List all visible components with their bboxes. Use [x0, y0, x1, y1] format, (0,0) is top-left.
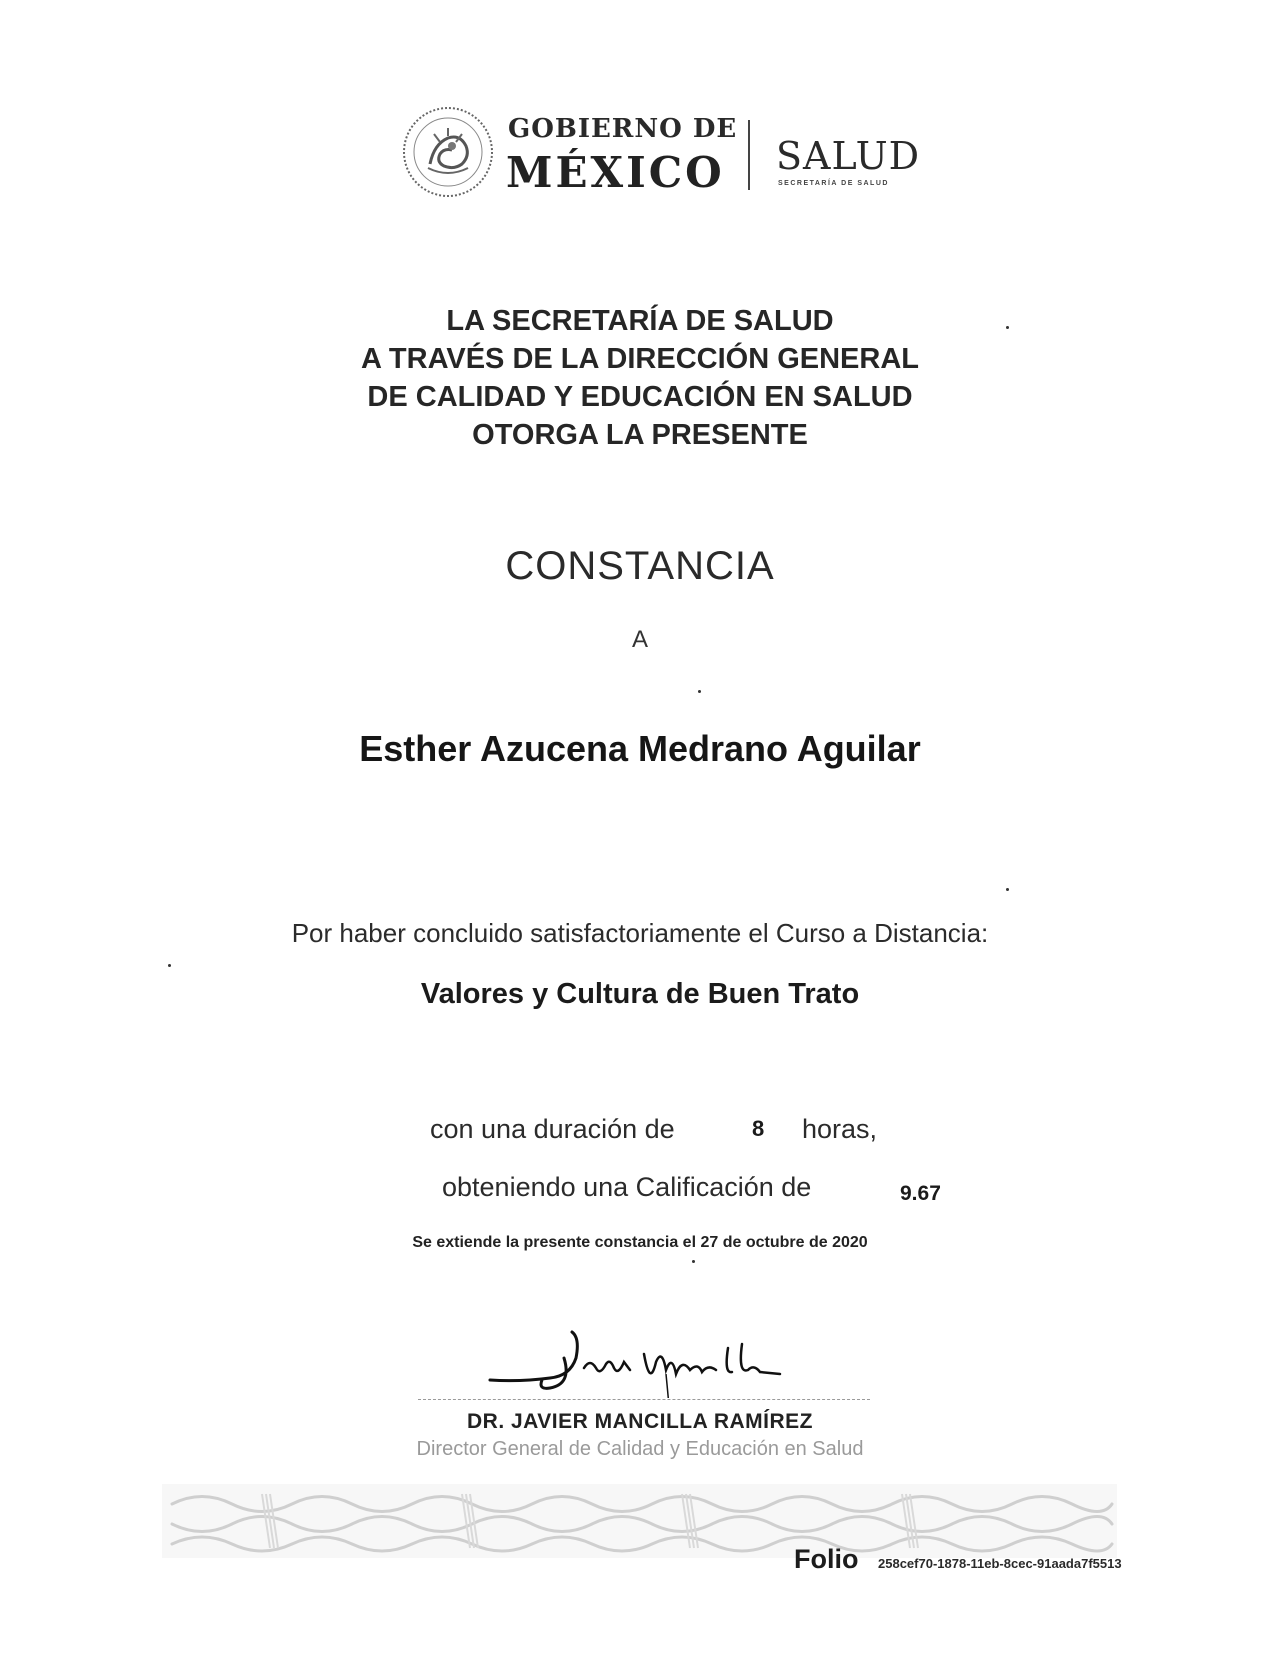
document-title: CONSTANCIA — [505, 544, 775, 588]
scan-speck — [1006, 326, 1009, 329]
to-label: A — [631, 626, 648, 653]
issuer-line: A TRAVÉS DE LA DIRECCIÓN GENERAL — [360, 343, 919, 375]
grade-prefix: obteniendo una Calificación de — [442, 1172, 812, 1202]
grade-value: 9.67 — [900, 1182, 941, 1205]
signatory-name: DR. JAVIER MANCILLA RAMÍREZ — [467, 1410, 813, 1433]
government-name-line2: MÉXICO — [506, 148, 725, 197]
signature-line — [418, 1399, 870, 1400]
issuer-line: LA SECRETARÍA DE SALUD — [446, 305, 834, 337]
issue-statement: Se extiende la presente constancia el 27 de octubre de 2020 — [412, 1234, 868, 1251]
handwritten-signature — [480, 1318, 820, 1398]
scan-speck — [692, 1260, 695, 1263]
course-name: Valores y Cultura de Buen Trato — [420, 978, 860, 1010]
agency-subtitle: SECRETARÍA DE SALUD — [778, 180, 889, 187]
scan-speck — [1006, 888, 1009, 891]
duration-suffix: horas, — [802, 1114, 878, 1144]
government-name-line1: GOBIERNO DE — [508, 114, 738, 144]
duration-prefix: con una duración de — [430, 1114, 675, 1144]
decorative-pattern-band — [162, 1484, 1117, 1558]
scan-speck — [698, 690, 701, 693]
header-divider — [748, 120, 750, 190]
issuer-line: DE CALIDAD Y EDUCACIÓN EN SALUD — [367, 381, 913, 413]
folio-label: Folio — [794, 1544, 859, 1574]
agency-name: SALUD — [776, 134, 921, 178]
signatory-title: Director General de Calidad y Educación en Salud — [416, 1438, 864, 1460]
folio-value: 258cef70-1878-11eb-8cec-91aada7f5513 — [878, 1556, 1122, 1571]
scan-speck — [168, 964, 171, 967]
issuer-block — [0, 302, 1280, 454]
duration-value: 8 — [752, 1116, 765, 1141]
recipient-name: Esther Azucena Medrano Aguilar — [359, 728, 921, 769]
national-seal-icon — [400, 104, 496, 200]
issuer-line: OTORGA LA PRESENTE — [472, 419, 808, 451]
completion-text: Por haber concluido satisfactoriamente el Curso a Distancia: — [291, 918, 989, 948]
